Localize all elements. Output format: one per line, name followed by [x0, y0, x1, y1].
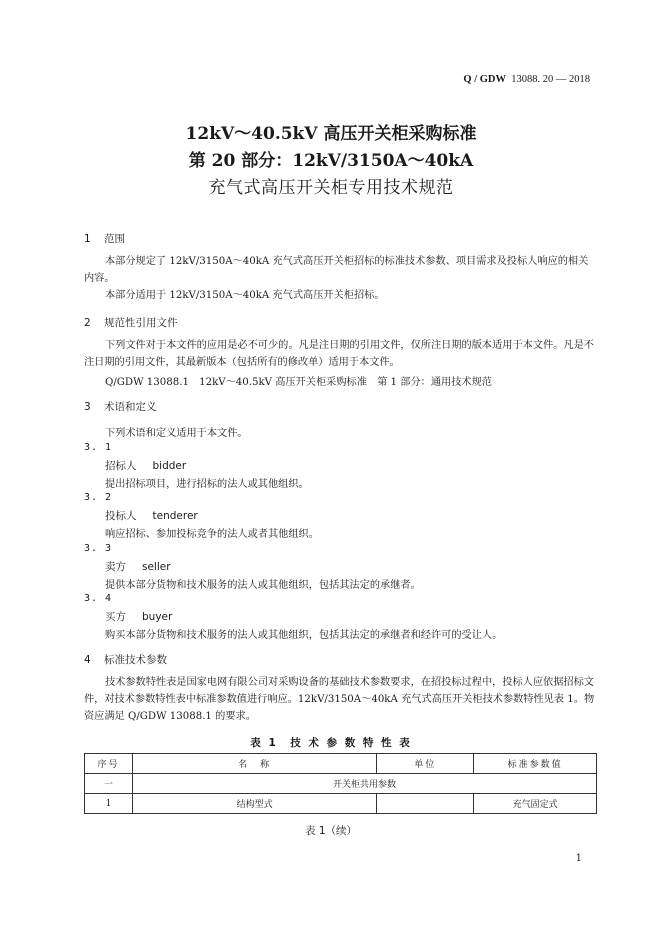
- table-caption: 表 1 技 术 参 数 特 性 表: [250, 737, 412, 749]
- page-number: 1: [575, 853, 582, 864]
- doc-title-line-1: 12kV～40.5kV 高压开关柜采购标准: [185, 124, 477, 144]
- term-definition: 响应招标、参加投标竞争的法人或者其他组织。: [105, 529, 319, 540]
- section-1-paragraph-1: 本部分规定了 12kV/3150A～40kA 充气式高压开关柜招标的标准技术参数、项目需求及投标人响应的相关内容。: [84, 256, 589, 284]
- term-heading: 卖方 seller: [105, 561, 171, 573]
- section-3-intro: 下列术语和定义适用于本文件。: [105, 428, 248, 439]
- term-heading: 投标人 tenderer: [105, 510, 198, 522]
- row-value: 充气固定式: [474, 794, 597, 814]
- term-heading: 招标人 bidder: [105, 460, 187, 472]
- clause-number: 3. 4: [84, 593, 113, 604]
- section-3-heading: 3 术语和定义: [84, 401, 157, 413]
- doc-title-line-3: 充气式高压开关柜专用技术规范: [208, 178, 454, 198]
- table-continued-label: 表 1（续）: [304, 825, 358, 837]
- table-row: [85, 794, 597, 814]
- term-heading: 买方 buyer: [105, 611, 173, 623]
- column-header: 序号: [85, 754, 133, 774]
- row-unit: [377, 794, 474, 814]
- term-definition: 提出招标项目，进行招标的法人或其他组织。: [105, 479, 309, 490]
- column-header: 名 称: [132, 754, 377, 774]
- table-header-row: [85, 754, 597, 774]
- group-number: 一: [85, 774, 133, 794]
- table-group-row: [85, 774, 597, 794]
- section-2-heading: 2 规范性引用文件: [84, 317, 178, 329]
- clause-number: 3. 1: [84, 442, 113, 453]
- term-definition: 购买本部分货物和技术服务的法人或其他组织，包括其法定的承继者和经许可的受让人。: [105, 630, 503, 641]
- doc-title-line-2: 第 20 部分：12kV/3150A～40kA: [188, 151, 474, 171]
- column-header: 单位: [377, 754, 474, 774]
- clause-number: 3. 3: [84, 543, 113, 554]
- section-1-paragraph-2: 本部分适用于 12kV/3150A～40kA 充气式高压开关柜招标。: [105, 290, 385, 301]
- section-2-paragraph-1: 下列文件对于本文件的应用是必不可少的。凡是注日期的引用文件，仅所注日期的版本适用于本文件。凡是不注日期的引用文件，其最新版本（包括所有的修改单）适用于本文件。: [84, 340, 594, 368]
- term-definition: 提供本部分货物和技术服务的法人或其他组织，包括其法定的承继者。: [105, 580, 421, 591]
- standard-code: Q / GDW 13088. 20 — 2018: [463, 74, 590, 85]
- section-4-heading: 4 标准技术参数: [84, 654, 167, 666]
- row-name: 结构型式: [132, 794, 377, 814]
- spec-table: [84, 753, 597, 814]
- section-1-heading: 1 范围: [84, 233, 125, 245]
- section-2-reference: Q/GDW 13088.1 12kV～40.5kV 高压开关柜采购标准 第 1 部分：通用技术规范: [105, 377, 492, 388]
- clause-number: 3. 2: [84, 492, 113, 503]
- column-header: 标准参数值: [474, 754, 597, 774]
- section-4-paragraph-1: 技术参数特性表是国家电网有限公司对采购设备的基础技术参数要求，在招投标过程中，投标人应依据招标文件，对技术参数特性表中标准参数值进行响应。12kV/3150A～40kA 充气式高压开关柜技术参数特性见表 1。物资应满足 Q/GDW 13088.1 的要求。: [84, 677, 595, 722]
- row-number: 1: [85, 794, 133, 814]
- group-label: 开关柜共用参数: [132, 774, 596, 794]
